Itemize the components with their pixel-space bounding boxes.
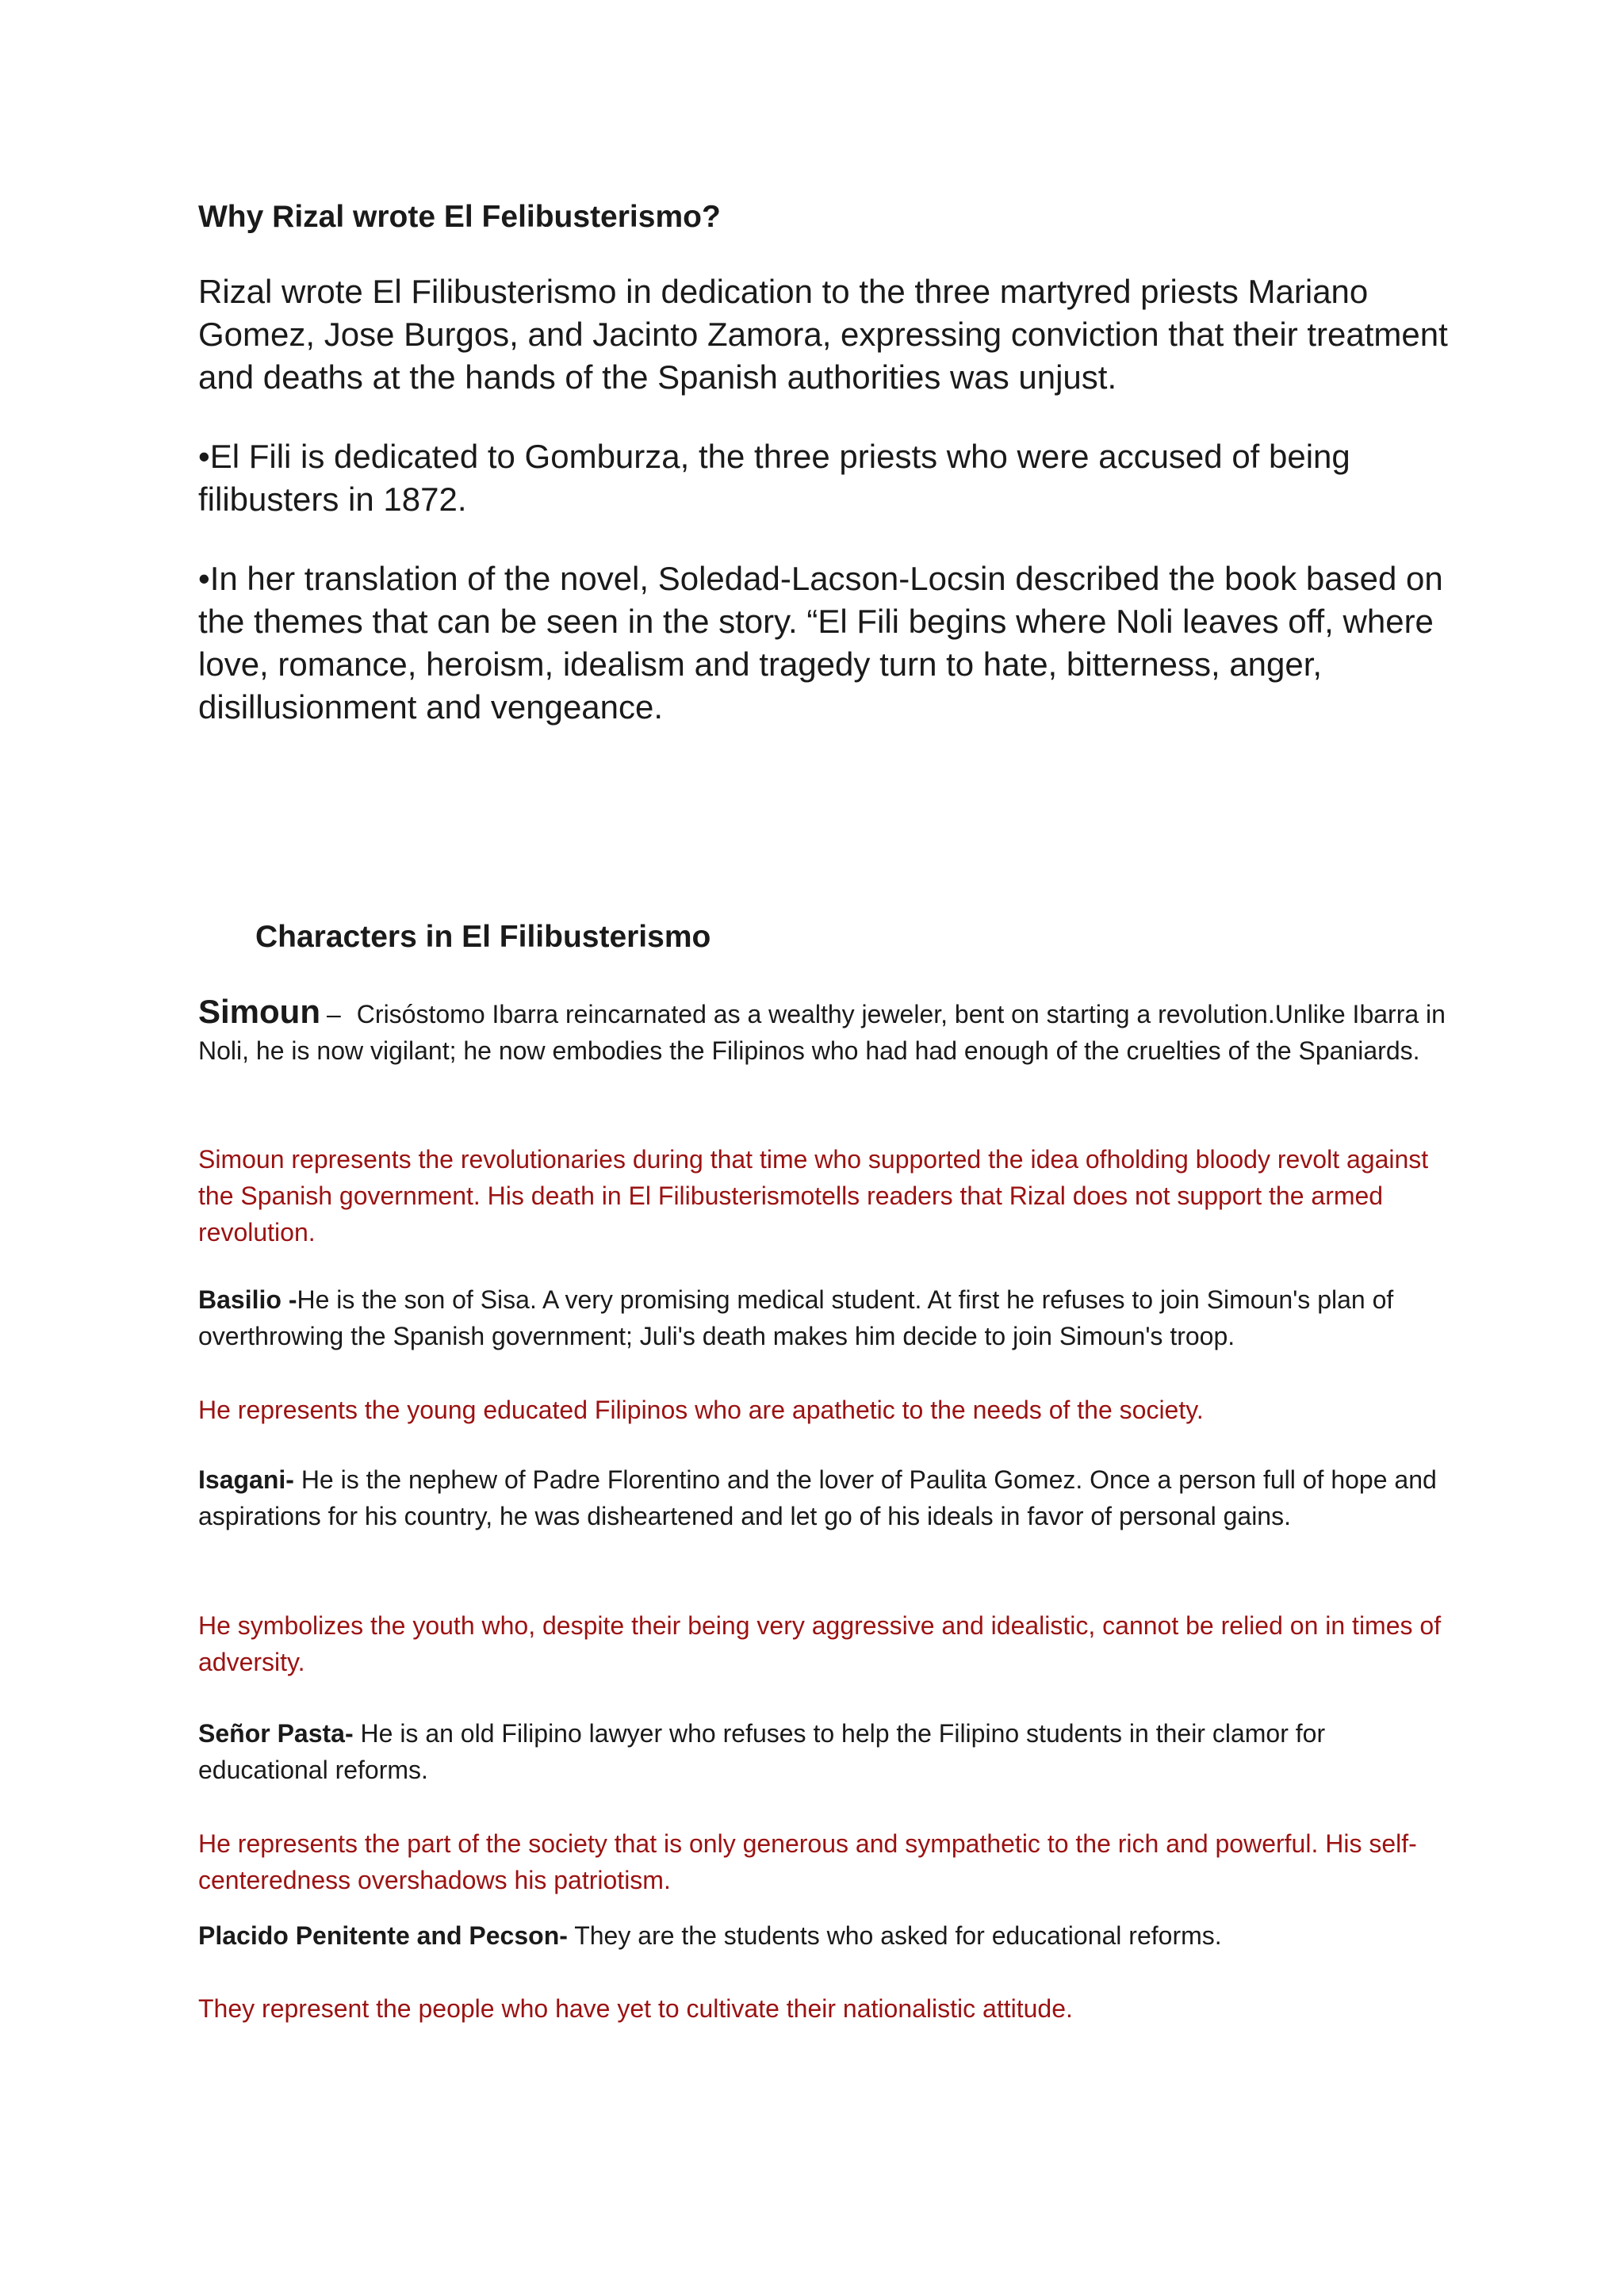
character-representation: Simoun represents the revolutionaries during that time who supported the idea ofholding bloody revolt against the Spanish government. His death in El Filibusterismotells readers that Rizal does not support the armed revolution.: [198, 1145, 1429, 1247]
character-description: He is the nephew of Padre Florentino and the lover of Paulita Gomez. Once a person full of hope and aspirations for his country, he was disheartened and let go of his ideals in favor of personal gains.: [198, 1465, 1437, 1530]
character-name: Isagani-: [198, 1465, 294, 1494]
character-basilio: [198, 1281, 1451, 1354]
character-simoun: [198, 994, 1451, 1069]
character-description: He is an old Filipino lawyer who refuses to help the Filipino students in their clamor for educational reforms.: [198, 1719, 1326, 1784]
character-representation: They represent the people who have yet to cultivate their nationalistic attitude.: [198, 1994, 1073, 2023]
character-placido-pecson: [198, 1917, 1451, 1954]
character-isagani: [198, 1461, 1451, 1534]
character-name: Señor Pasta-: [198, 1719, 354, 1748]
intro-paragraph: Rizal wrote El Filibusterismo in dedication to the three martyred priests Mariano Gomez, Jose Burgos, and Jacinto Zamora, expressing conviction that their treatment and deaths at the hands of the Spanish authorities was unjust.: [198, 273, 1448, 396]
character-description: Crisóstomo Ibarra reincarnated as a wealthy jeweler, bent on starting a revolution.Unlike Ibarra in Noli, he is now vigilant; he now embodies the Filipinos who had had enough of the cruelties of the Spaniards.: [198, 1000, 1446, 1065]
character-representation: He represents the young educated Filipinos who are apathetic to the needs of the society.: [198, 1396, 1204, 1424]
bullet-paragraph-translation: •In her translation of the novel, Soledad-Lacson-Locsin described the book based on the themes that can be seen in the story. “El Fili begins where Noli leaves off, where love, romance, heroism, idealism and tragedy turn to hate, bitterness, anger, disillusionment and vengeance.: [198, 560, 1443, 726]
character-name: Basilio -: [198, 1285, 297, 1314]
character-senor-pasta: [198, 1715, 1451, 1788]
name-separator: –: [327, 1000, 341, 1028]
character-name: Simoun: [198, 993, 320, 1030]
character-description: They are the students who asked for educational reforms.: [567, 1921, 1222, 1950]
character-name: Placido Penitente and Pecson-: [198, 1921, 568, 1950]
bullet-paragraph-gomburza: •El Fili is dedicated to Gomburza, the three priests who were accused of being filibusters in 1872.: [198, 438, 1350, 518]
character-representation: He represents the part of the society that is only generous and sympathetic to the rich and powerful. His self-centeredness overshadows his patriotism.: [198, 1829, 1417, 1894]
character-description: He is the son of Sisa. A very promising medical student. At first he refuses to join Simoun's plan of overthrowing the Spanish government; Juli's death makes him decide to join Simoun's troop.: [198, 1285, 1394, 1350]
character-representation: He symbolizes the youth who, despite their being very aggressive and idealistic, cannot be relied on in times of adversity.: [198, 1611, 1442, 1676]
characters-heading: Characters in El Filibusterismo: [255, 920, 711, 954]
page-title: Why Rizal wrote El Felibusterismo?: [198, 200, 721, 234]
